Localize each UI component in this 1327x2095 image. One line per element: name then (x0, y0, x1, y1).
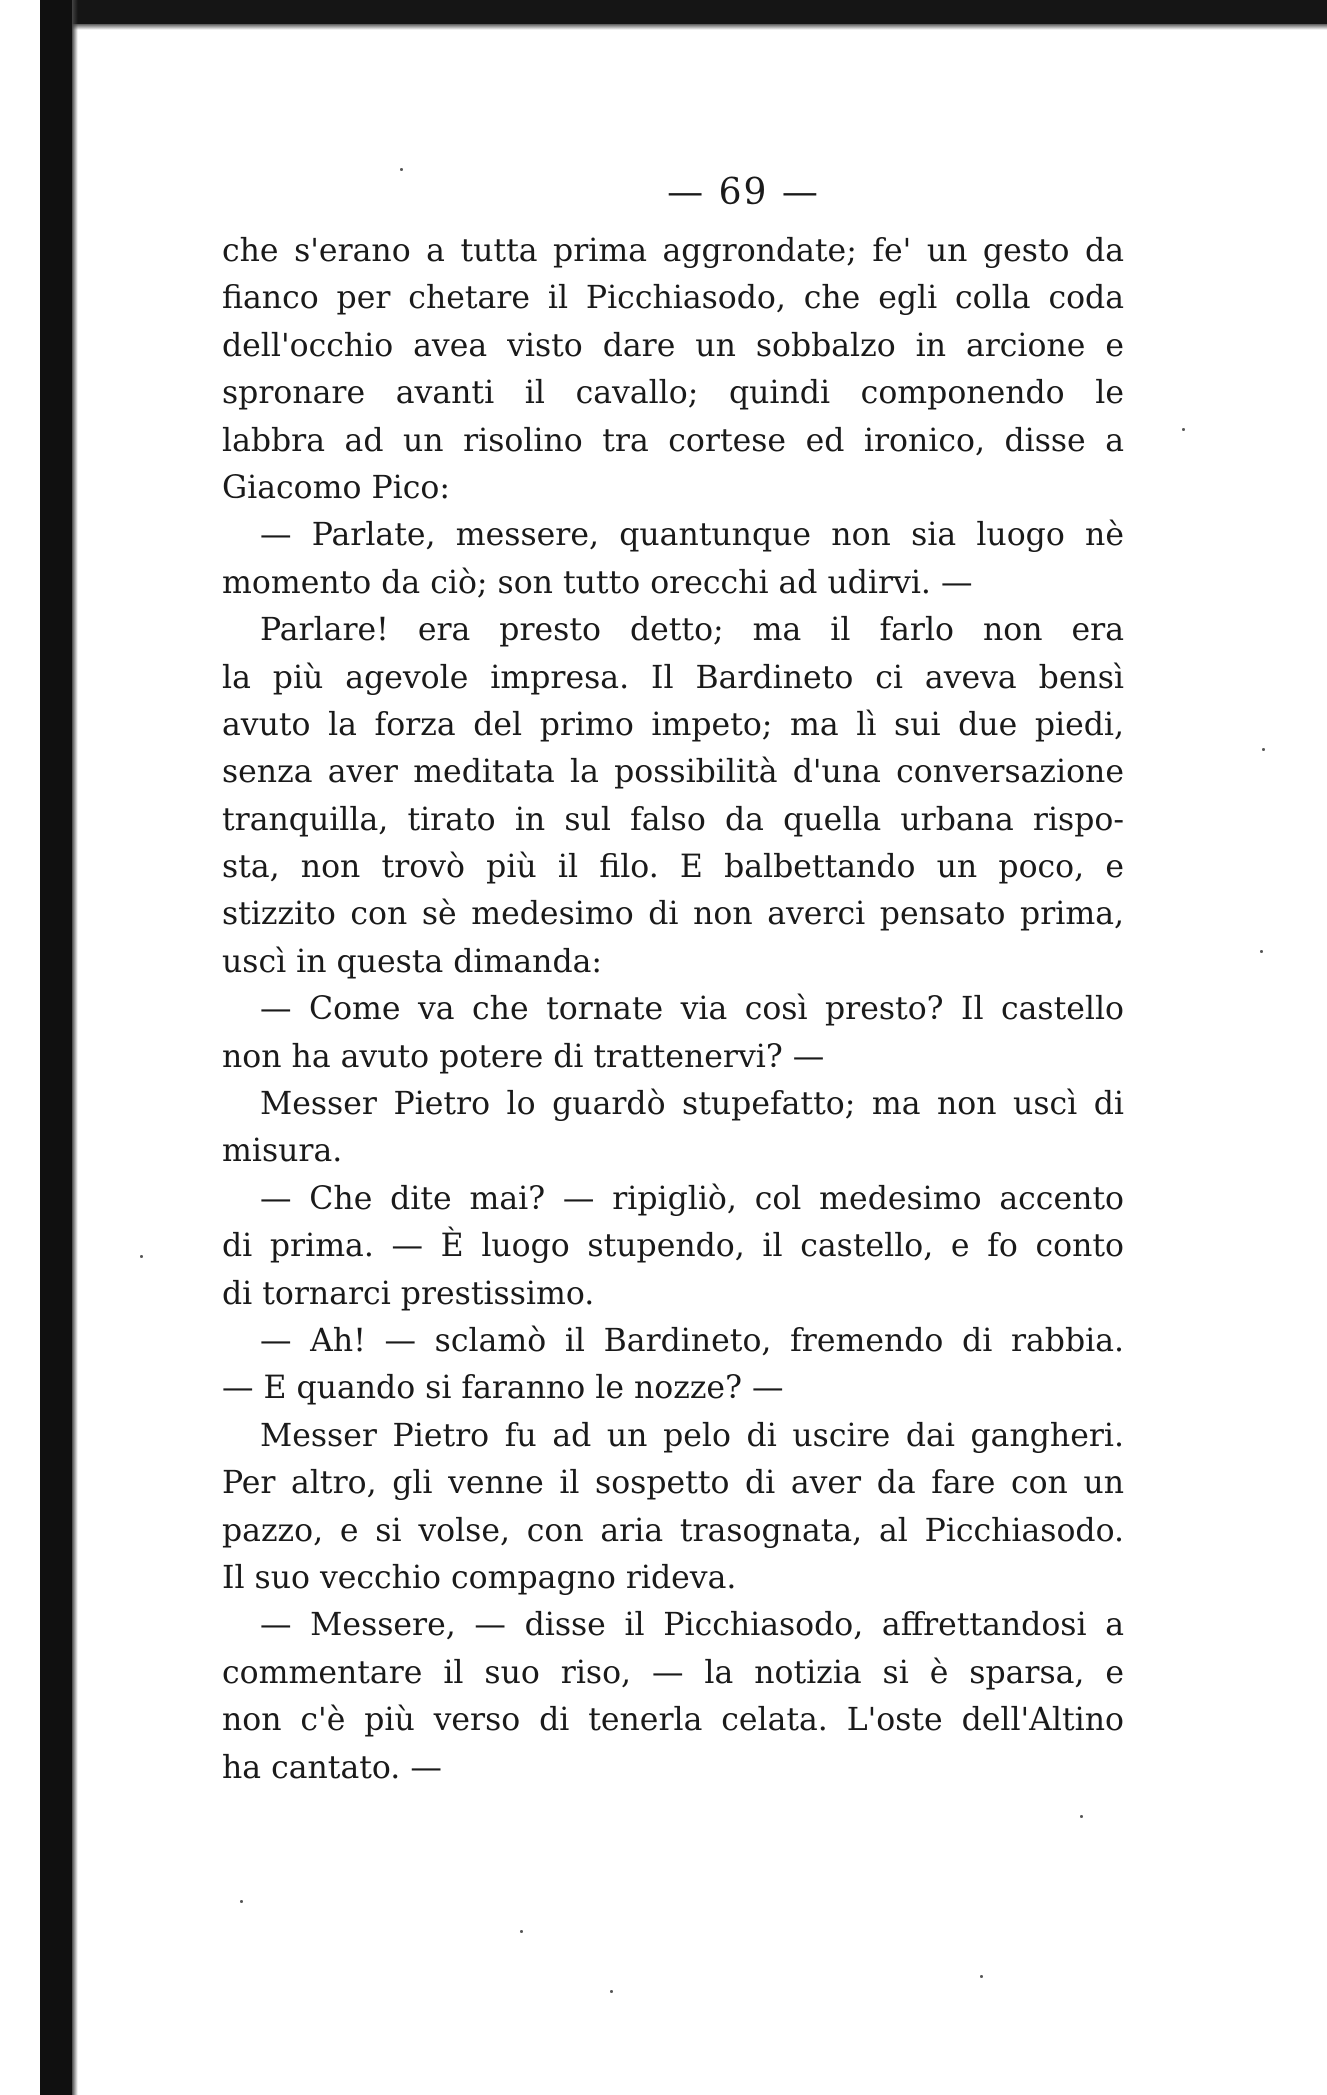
text-line: dell'occhio avea visto dare un sobbalzo in arcione e (222, 327, 1124, 364)
text-line: di prima. — È luogo stupendo, il castello, e fo conto (222, 1228, 1124, 1265)
text-line: sta, non trovò più il filo. E balbettando un poco, e (222, 849, 1124, 886)
scan-speck (1262, 748, 1265, 751)
scan-speck (1080, 1815, 1083, 1818)
text-line: la più agevole impresa. Il Bardineto ci aveva bensì (222, 659, 1124, 696)
body-text (222, 228, 1124, 1792)
text-line: di tornarci prestissimo. (222, 1275, 595, 1312)
text-line: commentare il suo riso, — la notizia si è sparsa, e (222, 1654, 1124, 1691)
text-line: fianco per chetare il Picchiasodo, che egli colla coda (222, 280, 1124, 317)
text-line: ha cantato. — (222, 1749, 442, 1786)
text-line: avuto la forza del primo impeto; ma lì sui due piedi, (222, 706, 1124, 743)
text-line: tranquilla, tirato in sul falso da quella urbana rispo- (222, 801, 1124, 838)
text-line: stizzito con sè medesimo di non averci pensato prima, (222, 896, 1124, 933)
scan-speck (1182, 428, 1185, 431)
text-line: — Come va che tornate via così presto? Il castello (260, 991, 1124, 1028)
text-line: senza aver meditata la possibilità d'una conversazione (222, 754, 1124, 791)
text-line: — Messere, — disse il Picchiasodo, affrettandosi a (260, 1607, 1124, 1644)
text-line: Messer Pietro lo guardò stupefatto; ma non uscì di (260, 1086, 1124, 1123)
text-line: Messer Pietro fu ad un pelo di uscire dai gangheri. (260, 1417, 1124, 1454)
text-line: Giacomo Pico: (222, 469, 450, 506)
scan-speck (610, 1990, 613, 1993)
scan-speck (400, 168, 403, 171)
text-line: pazzo, e si volse, con aria trasognata, al Picchiasodo. (222, 1512, 1124, 1549)
text-line: Per altro, gli venne il sospetto di aver da fare con un (222, 1465, 1124, 1502)
scan-speck (140, 1255, 143, 1258)
text-line: uscì in questa dimanda: (222, 943, 602, 980)
scan-top-edge (40, 0, 1327, 24)
scan-top-shadow (40, 24, 1327, 30)
text-line: che s'erano a tutta prima aggrondate; fe' un gesto da (222, 233, 1124, 269)
text-line: non c'è più verso di tenerla celata. L'oste dell'Altino (222, 1702, 1124, 1739)
text-line: — Ah! — sclamò il Bardineto, fremendo di rabbia. (260, 1322, 1124, 1359)
text-line: misura. (222, 1133, 343, 1170)
scan-speck (240, 1900, 243, 1903)
text-line: Il suo vecchio compagno rideva. (222, 1559, 737, 1596)
text-line: — Che dite mai? — ripigliò, col medesimo accento (260, 1180, 1124, 1217)
text-line: labbra ad un risolino tra cortese ed ironico, disse a (222, 422, 1124, 459)
text-line: spronare avanti il cavallo; quindi componendo le (222, 375, 1124, 412)
scan-speck (520, 1930, 523, 1933)
page-number: — 69 — (667, 172, 820, 213)
scan-binding-shadow (72, 0, 78, 2095)
text-line: momento da ciò; son tutto orecchi ad udirvi. — (222, 564, 973, 601)
text-line: non ha avuto potere di trattenervi? — (222, 1038, 825, 1075)
text-line: Parlare! era presto detto; ma il farlo non era (260, 612, 1124, 649)
scan-speck (980, 1975, 983, 1978)
text-line: — E quando si faranno le nozze? — (222, 1370, 784, 1407)
scan-binding-edge (40, 0, 72, 2095)
scan-speck (1260, 950, 1263, 953)
text-line: — Parlate, messere, quantunque non sia luogo nè (260, 517, 1124, 554)
